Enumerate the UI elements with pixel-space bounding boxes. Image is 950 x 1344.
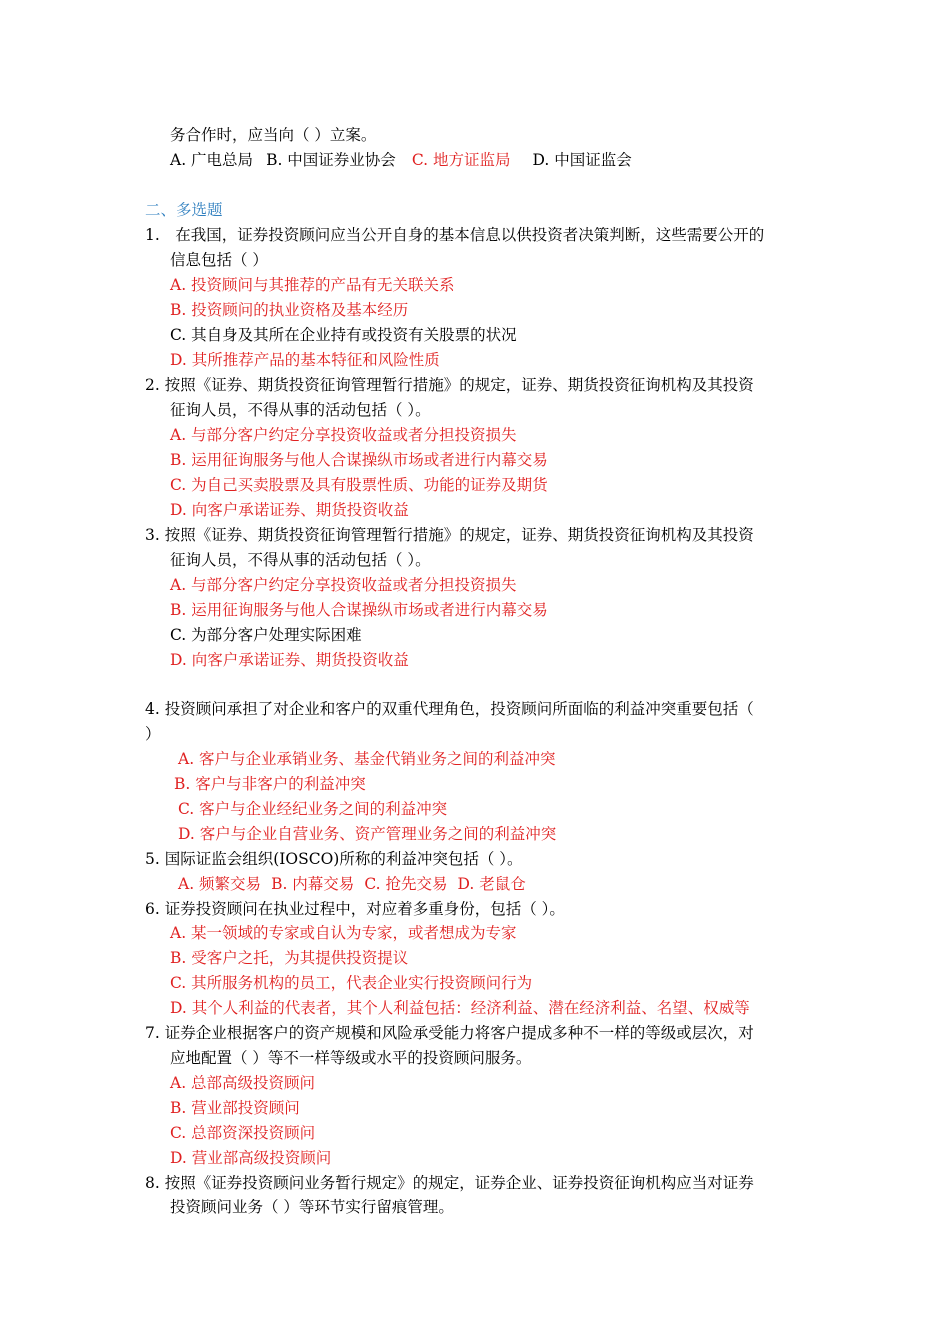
option-b: B. 运用征询服务与他人合谋操纵市场或者进行内幕交易	[170, 451, 548, 469]
option-b: B. 中国证券业协会	[266, 151, 396, 169]
option-d: D. 中国证监会	[532, 151, 632, 169]
question-text-line: 2. 按照《证券、期货投资征询管理暂行措施》的规定，证券、期货投资征询机构及其投资	[145, 376, 754, 394]
option-d: D. 客户与企业自营业务、资产管理业务之间的利益冲突	[178, 825, 557, 843]
question-text-line: 5. 国际证监会组织(IOSCO)所称的利益冲突包括（ ）。	[145, 850, 523, 868]
option-c: C. 其所服务机构的员工，代表企业实行投资顾问行为	[170, 974, 533, 992]
option-d: D. 向客户承诺证券、期货投资收益	[170, 651, 409, 669]
option-a: A. 与部分客户约定分享投资收益或者分担投资损失	[170, 426, 517, 444]
option-b: B. 受客户之托，为其提供投资提议	[170, 949, 409, 967]
question-text-line: 6. 证券投资顾问在执业过程中，对应着多重身份，包括（ ）。	[145, 900, 565, 918]
option-a: A. 广电总局	[170, 151, 254, 169]
question-text-line: 应地配置（ ）等不一样等级或水平的投资顾问服务。	[170, 1049, 532, 1067]
question-text-line: 信息包括（ ）	[170, 251, 268, 269]
option-a: A. 投资顾问与其推荐的产品有无关联关系	[170, 276, 455, 294]
question-text-line: 1. 在我国，证券投资顾问应当公开自身的基本信息以供投资者决策判断，这些需要公开的	[145, 226, 765, 244]
option-a: A. 与部分客户约定分享投资收益或者分担投资损失	[170, 576, 517, 594]
option-d: D. 营业部高级投资顾问	[170, 1149, 332, 1167]
question-text-line: 7. 证券企业根据客户的资产规模和风险承受能力将客户提成多种不一样的等级或层次，对	[145, 1024, 754, 1042]
option-c: C. 客户与企业经纪业务之间的利益冲突	[178, 800, 448, 818]
option-b: B. 运用征询服务与他人合谋操纵市场或者进行内幕交易	[170, 601, 548, 619]
question-text-line: 4. 投资顾问承担了对企业和客户的双重代理角色，投资顾问所面临的利益冲突重要包括（	[145, 700, 754, 718]
section-title: 二、多选题	[145, 201, 223, 219]
question-text-line: 征询人员，不得从事的活动包括（ ）。	[170, 401, 431, 419]
option-a: A. 客户与企业承销业务、基金代销业务之间的利益冲突	[178, 750, 556, 768]
option-c: C. 为部分客户处理实际困难	[170, 626, 362, 644]
question-text-line: 投资顾问业务（ ）等环节实行留痕管理。	[170, 1198, 454, 1216]
option-c: C. 其自身及其所在企业持有或投资有关股票的状况	[170, 326, 517, 344]
option-row	[170, 149, 632, 171]
option-a: A. 总部高级投资顾问	[170, 1074, 316, 1092]
option-c: C. 抢先交易	[364, 875, 448, 893]
option-d: D. 老鼠仓	[457, 875, 526, 893]
question-text-line: 3. 按照《证券、期货投资征询管理暂行措施》的规定，证券、期货投资征询机构及其投资	[145, 526, 754, 544]
option-b: B. 客户与非客户的利益冲突	[174, 775, 366, 793]
option-c: C. 地方证监局	[411, 151, 511, 169]
option-row	[178, 873, 526, 895]
option-d: D. 其个人利益的代表者，其个人利益包括：经济利益、潜在经济利益、名望、权威等	[170, 999, 750, 1017]
option-c: C. 为自己买卖股票及具有股票性质、功能的证券及期货	[170, 476, 548, 494]
question-text-line: ）	[145, 725, 161, 743]
question-text-line: 8. 按照《证券投资顾问业务暂行规定》的规定，证券企业、证券投资征询机构应当对证券	[145, 1174, 754, 1192]
option-a: A. 某一领域的专家或自认为专家，或者想成为专家	[170, 924, 517, 942]
question-text-line: 务合作时，应当向（ ）立案。	[170, 126, 377, 144]
option-c: C. 总部资深投资顾问	[170, 1124, 316, 1142]
option-a: A. 频繁交易	[178, 875, 262, 893]
option-b: B. 内幕交易	[271, 875, 355, 893]
question-text-line: 征询人员，不得从事的活动包括（ ）。	[170, 551, 431, 569]
option-d: D. 向客户承诺证券、期货投资收益	[170, 501, 409, 519]
option-b: B. 营业部投资顾问	[170, 1099, 300, 1117]
option-b: B. 投资顾问的执业资格及基本经历	[170, 301, 409, 319]
option-d: D. 其所推荐产品的基本特征和风险性质	[170, 351, 440, 369]
